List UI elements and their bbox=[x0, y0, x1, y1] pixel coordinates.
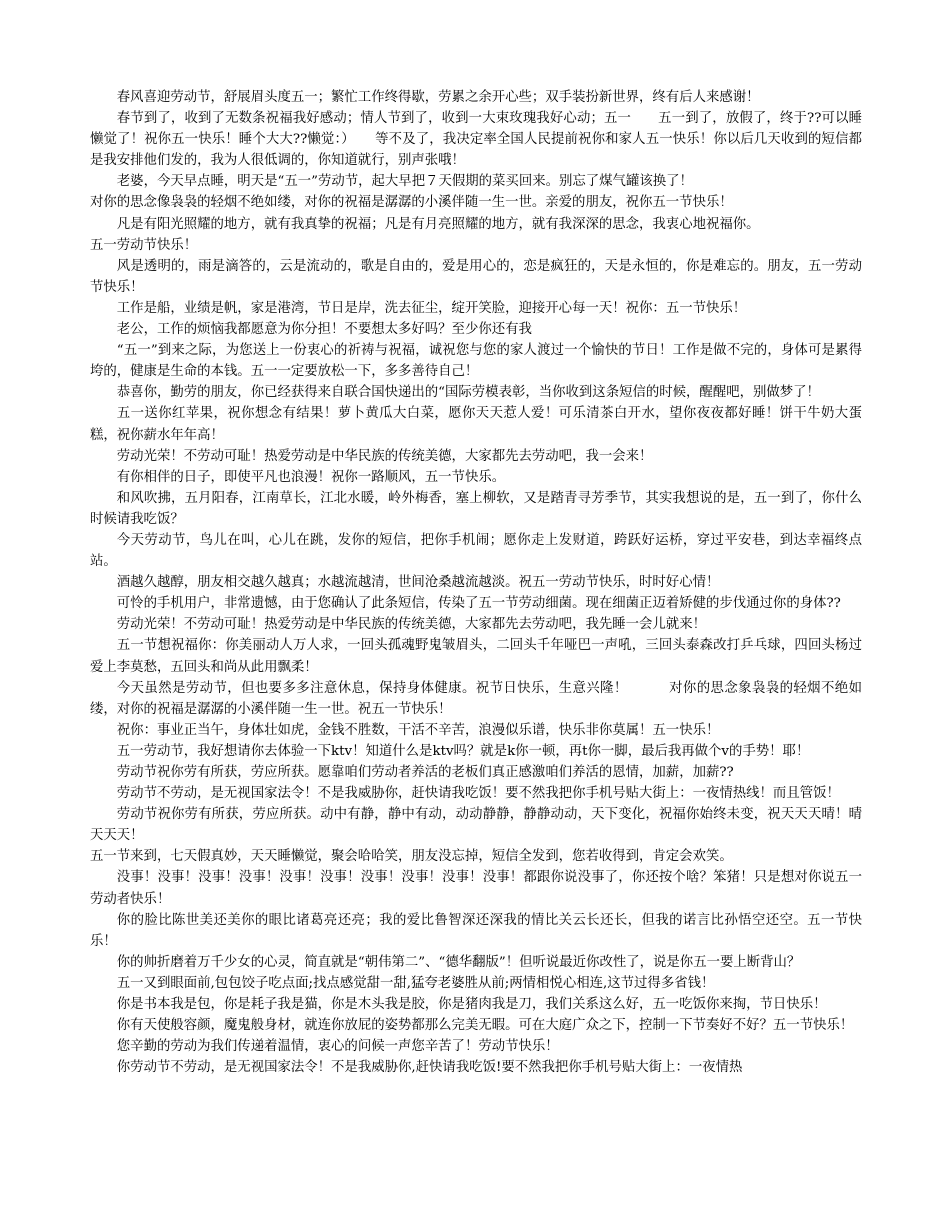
paragraph: 劳动节不劳动，是无视国家法令！不是我威胁你，赶快请我吃饭！要不然我把你手机号贴大街上：一夜情热线！而且管饭！ bbox=[116, 786, 840, 802]
paragraph: 可怜的手机用户，非常遗憾，由于您确认了此条短信，传染了五一节劳动细菌。现在细菌正迈着矫健的步伐通过你的身体?? bbox=[116, 596, 841, 612]
paragraph: 祝你：事业正当午，身体壮如虎，金钱不胜数，干活不辛苦，浪漫似乐谱，快乐非你莫属！五一快乐！ bbox=[116, 722, 720, 738]
paragraph: 劳动节祝你劳有所获，劳应所获。动中有静，静中有动，动动静静，静静动动，天下变化，祝福你始终未变，祝天天天晴！晴天天天！ bbox=[90, 807, 862, 844]
paragraph: 劳动节祝你劳有所获，劳应所获。愿靠咱们劳动者养活的老板们真正感激咱们养活的恩情，加薪，加薪?? bbox=[116, 765, 734, 780]
paragraph: 你劳动节不劳动，是无视国家法令！不是我威胁你,赶快请我吃饭!要不然我把你手机号贴大街上：一夜情热 bbox=[116, 1060, 743, 1076]
paragraph: 你是书本我是包，你是耗子我是猫，你是木头我是胶，你是猪肉我是刀，我们关系这么好，五一吃饭你来掏，节日快乐！ bbox=[116, 997, 827, 1013]
paragraph: 今天虽然是劳动节，但也要多多注意休息，保持身体健康。祝节日快乐，生意兴隆！ 对你的思念象袅袅的轻烟不绝如缕，对你的祝福是潺潺的小溪伴随一生一世。祝五一节快乐！ bbox=[90, 680, 862, 717]
paragraph: 五一劳动节，我好想请你去体验一下ktv！知道什么是ktv吗？就是k你一顿，再t你一脚，最后我再做个v的手势！耶！ bbox=[116, 743, 810, 759]
paragraph: 老公，工作的烦恼我都愿意为你分担！不要想太多好吗？至少你还有我 bbox=[116, 322, 532, 338]
paragraph: 对你的思念像袅袅的轻烟不绝如缕，对你的祝福是潺潺的小溪伴随一生一世。亲爱的朋友，祝你五一节快乐！ bbox=[90, 195, 733, 211]
paragraph: 有你相伴的日子，即使平凡也浪漫！祝你一路顺风，五一节快乐。 bbox=[116, 469, 506, 485]
paragraph: 春风喜迎劳动节，舒展眉头度五一；繁忙工作终得歇，劳累之余开心些；双手装扮新世界，终有后人来感谢！ bbox=[116, 90, 760, 105]
paragraph: 春节到了，收到了无数条祝福我好感动；情人节到了，收到一大束玫瑰我好心动；五一 五一到了，放假了，终于??可以睡懒觉了！祝你五一快乐！睡个大大??懒觉：） 等不及了，我决定率全国人民提前祝你和家人五一快乐！你以后几天收到的短信都是我安排他们发的，我为人很低调的，你知道就行，别声张哦！ bbox=[90, 111, 862, 169]
paragraph: 酒越久越醇，朋友相交越久越真；水越流越清，世间沧桑越流越淡。祝五一劳动节快乐，时时好心情！ bbox=[116, 575, 720, 591]
paragraph: 劳动光荣！不劳动可耻！热爱劳动是中华民族的传统美德，大家都先去劳动吧，我先睡一会儿就来！ bbox=[116, 617, 706, 633]
paragraph: 五一劳动节快乐！ bbox=[90, 237, 198, 253]
paragraph: 五一节想祝福你：你美丽动人万人求，一回头孤魂野鬼皱眉头，二回头千年哑巴一声吼，三回头泰森改打乒乓球，四回头杨过爱上李莫愁，五回头和尚从此用飘柔！ bbox=[90, 638, 862, 675]
paragraph: 风是透明的，雨是滴答的，云是流动的，歌是自由的，爱是用心的，恋是疯狂的，天是永恒的，你是难忘的。朋友，五一劳动节快乐！ bbox=[90, 258, 862, 295]
paragraph: 工作是船，业绩是帆，家是港湾，节日是岸，洗去征尘，绽开笑脸，迎接开心每一天！祝你：五一节快乐！ bbox=[116, 300, 747, 316]
paragraph: “五一”到来之际，为您送上一份衷心的祈祷与祝福，诚祝您与您的家人渡过一个愉快的节日！工作是做不完的，身体可是累得垮的，健康是生命的本钱。五一一定要放松一下，多多善待自己！ bbox=[90, 343, 862, 380]
paragraph: 老婆，今天早点睡，明天是“五一”劳动节，起大早把７天假期的菜买回来。别忘了煤气罐该换了！ bbox=[116, 174, 693, 190]
paragraph: 你的帅折磨着万千少女的心灵，简直就是“朝伟第二”、“德华翻版”！但听说最近你改性了，说是你五一要上断背山？ bbox=[116, 954, 801, 970]
paragraph: 没事！没事！没事！没事！没事！没事！没事！没事！没事！没事！都跟你说没事了，你还按个啥？笨猪！只是想对你说五一劳动者快乐！ bbox=[90, 870, 862, 907]
paragraph: 五一送你红苹果，祝你想念有结果！萝卜黄瓜大白菜，愿你天天惹人爱！可乐清茶白开水，望你夜夜都好睡！饼干牛奶大蛋糕，祝你薪水年年高！ bbox=[90, 406, 862, 443]
paragraph: 和风吹拂，五月阳春，江南草长，江北水暖，岭外梅香，塞上柳软，又是踏青寻芳季节，其实我想说的是，五一到了，你什么时候请我吃饭？ bbox=[90, 490, 862, 527]
paragraph: 你有天使般容颜，魔鬼般身材，就连你放屁的姿势都那么完美无暇。可在大庭广众之下，控制一下节奏好不好？五一节快乐！ bbox=[116, 1018, 854, 1034]
document-body bbox=[90, 87, 862, 1078]
paragraph: 凡是有阳光照耀的地方，就有我真挚的祝福；凡是有月亮照耀的地方，就有我深深的思念，我衷心地祝福你。 bbox=[116, 216, 760, 232]
paragraph: 五一又到眼面前,包包饺子吃点面;找点感觉甜一甜,猛夸老婆胜从前;两情相悦心相连,这节过得多省钱！ bbox=[116, 975, 715, 991]
paragraph: 恭喜你，勤劳的朋友，你已经获得来自联合国快递出的“国际劳模表彰，当你收到这条短信的时候，醒醒吧，别做梦了！ bbox=[116, 385, 820, 401]
paragraph: 五一节来到，七天假真妙，天天睡懒觉，聚会哈哈笑，朋友没忘掉，短信全发到，您若收得到，肯定会欢笑。 bbox=[90, 849, 733, 865]
paragraph: 今天劳动节，鸟儿在叫，心儿在跳，发你的短信，把你手机闹；愿你走上发财道，跨跃好运桥，穿过平安巷，到达幸福终点站。 bbox=[90, 532, 862, 570]
paragraph: 您辛勤的劳动为我们传递着温情，衷心的问候一声您辛苦了！劳动节快乐！ bbox=[116, 1039, 559, 1055]
paragraph: 你的脸比陈世美还美你的眼比诸葛亮还亮；我的爱比鲁智深还深我的情比关云长还长，但我的诺言比孙悟空还空。五一节快乐！ bbox=[90, 912, 862, 949]
paragraph: 劳动光荣！不劳动可耻！热爱劳动是中华民族的传统美德，大家都先去劳动吧，我一会来！ bbox=[116, 448, 653, 464]
